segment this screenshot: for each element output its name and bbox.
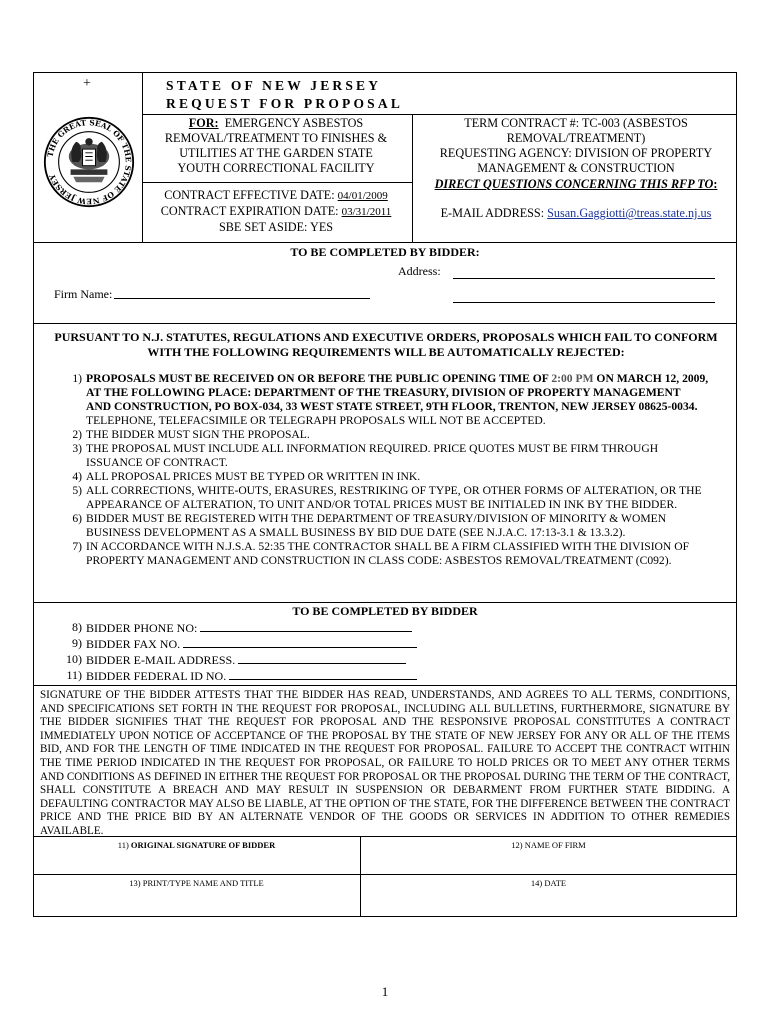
requirements-list <box>38 372 733 568</box>
divider-columns <box>412 114 413 243</box>
expiration-date: 03/31/2011 <box>341 206 392 218</box>
address-label: Address: <box>398 264 441 278</box>
requirement-line <box>38 554 733 568</box>
address-field-line-1[interactable] <box>453 278 715 279</box>
signature-box-text: ORIGINAL SIGNATURE OF BIDDER <box>130 840 276 850</box>
for-description <box>145 116 407 176</box>
requirement-line <box>38 386 733 400</box>
page-subtitle: REQUEST FOR PROPOSAL <box>166 96 404 111</box>
plus-mark: + <box>83 76 91 91</box>
requirement-number: 3) <box>72 442 82 455</box>
requirement-text: BUSINESS DEVELOPMENT AS A SMALL BUSINESS BY BID DUE DATE (SEE N.J.A.C. 17:13-3.1 & 13.3.2). <box>86 526 626 539</box>
requirement-number: 2) <box>72 428 82 441</box>
requirement-line <box>38 484 733 498</box>
firm-name-box-label: 12) NAME OF FIRM <box>511 840 586 850</box>
bidder-section-title: TO BE COMPLETED BY BIDDER: <box>290 245 480 259</box>
opening-time: 2:00 PM <box>551 372 594 385</box>
bidder-email-label: BIDDER E-MAIL ADDRESS. <box>86 653 236 667</box>
requirement-text: IN ACCORDANCE WITH N.J.S.A. 52:35 THE CONTRACTOR SHALL BE A FIRM CLASSIFIED WITH THE DIVISION OF <box>86 540 690 553</box>
requirement-text: AT THE FOLLOWING PLACE: DEPARTMENT OF THE TREASURY, DIVISION OF PROPERTY MANAGEMENT <box>86 386 681 399</box>
signature-box-number: 11) <box>117 840 129 850</box>
email-label: E-MAIL ADDRESS: <box>440 206 545 220</box>
term-line-4: MANAGEMENT & CONSTRUCTION <box>477 161 675 175</box>
requirement-number: 5) <box>72 484 82 497</box>
requirement-text: ALL PROPOSAL PRICES MUST BE TYPED OR WRITTEN IN INK. <box>86 470 421 483</box>
address-field-line-2[interactable] <box>453 302 715 303</box>
bidder-federal-id-row <box>38 668 417 684</box>
email-link[interactable]: Susan.Gaggiotti@treas.state.nj.us <box>547 206 712 220</box>
requirement-line <box>38 456 733 470</box>
requirement-text: APPEARANCE OF ALTERATION, TO UNIT AND/OR TOTAL PRICES MUST BE INITIALED IN INK BY THE BIDDER. <box>86 498 678 511</box>
divider-signature-mid <box>33 874 737 875</box>
bidder-phone-label: BIDDER PHONE NO: <box>86 621 198 635</box>
seal-ring-text: THE GREAT SEAL OF THE STATE OF NEW JERSEY <box>45 118 133 206</box>
page-title: STATE OF NEW JERSEY <box>166 78 382 93</box>
requirement-text: ALL CORRECTIONS, WHITE-OUTS, ERASURES, RESTRIKING OF TYPE, OR OTHER FORMS OF ALTERATION, OR THE <box>86 484 702 497</box>
bidder-federal-id-field[interactable] <box>229 668 417 680</box>
field-number: 8) <box>72 620 82 634</box>
requirement-number: 6) <box>72 512 82 525</box>
requirement-text: AND CONSTRUCTION, PO BOX-034, 33 WEST STATE STREET, 9TH FLOOR, TRENTON, NEW JERSEY 08625-0034. <box>86 400 698 413</box>
for-line-1: EMERGENCY ASBESTOS <box>224 116 364 130</box>
bidder-federal-id-label: BIDDER FEDERAL ID NO. <box>86 669 227 683</box>
field-number: 9) <box>72 636 82 650</box>
print-name-box-label: 13) PRINT/TYPE NAME AND TITLE <box>129 878 264 888</box>
divider-title <box>142 114 737 115</box>
sbe-set-aside: SBE SET ASIDE: YES <box>218 220 334 234</box>
for-line-3: UTILITIES AT THE GARDEN STATE <box>179 146 373 160</box>
firm-name-field[interactable] <box>114 298 370 299</box>
signature-attestation: SIGNATURE OF THE BIDDER ATTESTS THAT THE BIDDER HAS READ, UNDERSTANDS, AND AGREES TO ALL TERMS, CONDITIONS, AND SPECIFICATIONS SET FORTH IN THE REQUEST FOR PROPOSAL, INCLUDING ALL BULLETINS, FURTHERMORE, SIGNATURE BY THE BIDDER SIGNIFIES THAT THE REQUEST FOR PROPOSAL AND THE RESPONSIVE PROPOSAL CONSTITUTES A CONTRACT IMMEDIATELY UPON NOTICE OF ACCEPTANCE OF THE PROPOSAL BY THE STATE OF NEW JERSEY FOR ANY OR ALL OF THE ITEMS BID, AND FOR THE LENGTH OF TIME INDICATED IN THE REQUEST FOR PROPOSAL. FAILURE TO ACCEPT THE CONTRACT WITHIN THE TIME PERIOD INDICATED IN THE REQUEST FOR PROPOSAL, OR FAILURE TO HOLD PRICES OR TO MEET ANY OTHER TERMS AND CONDITIONS AS DEFINED IN EITHER THE REQUEST FOR PROPOSAL OR THE PROPOSAL DURING THE TERM OF THE CONTRACT, SHALL CONSTITUTE A BREACH AND MAY RESULT IN SUSPENSION OR DEBARMENT FROM FURTHER STATE BIDDING. A DEFAULTING CONTRACTOR MAY ALSO BE LIABLE, AT THE OPTION OF THE STATE, FOR THE DIFFERENCE BETWEEN THE CONTRACT PRICE AND THE PRICE BID BY AN ALTERNATE VENDOR OF THE GOODS OR SERVICES IN ADDITION TO OTHER REMEDIES AVAILABLE. <box>40 689 730 837</box>
requirement-line <box>38 526 733 540</box>
bidder-fax-field[interactable] <box>183 636 417 648</box>
direct-questions-colon: : <box>713 177 718 191</box>
requirement-line <box>38 512 733 526</box>
direct-questions <box>417 177 735 192</box>
divider-dates <box>142 182 412 183</box>
for-line-2: REMOVAL/TREATMENT TO FINISHES & <box>164 131 388 145</box>
bidder-fax-label: BIDDER FAX NO. <box>86 637 181 651</box>
requirement-line <box>38 498 733 512</box>
requirement-text: THE BIDDER MUST SIGN THE PROPOSAL. <box>86 428 310 441</box>
requirement-text: PROPOSALS MUST BE RECEIVED ON OR BEFORE THE PUBLIC OPENING TIME OF <box>86 372 552 385</box>
date-field[interactable] <box>361 890 736 916</box>
bidder-email-field[interactable] <box>238 652 406 664</box>
contract-dates <box>145 188 407 235</box>
divider-seal <box>142 72 143 243</box>
divider-requirements <box>33 602 737 603</box>
requirement-line <box>38 470 733 484</box>
requirement-line <box>38 400 733 414</box>
bidder-phone-field[interactable] <box>200 620 412 632</box>
term-line-1: TERM CONTRACT #: TC-003 (ASBESTOS <box>464 116 688 130</box>
term-contract <box>417 116 735 176</box>
bidder-email-row <box>38 652 417 668</box>
bidder-fields-title: TO BE COMPLETED BY BIDDER <box>292 604 478 618</box>
requirement-text: ISSUANCE OF CONTRACT. <box>86 456 228 469</box>
requirement-number: 4) <box>72 470 82 483</box>
requirement-text: BIDDER MUST BE REGISTERED WITH THE DEPARTMENT OF TREASURY/DIVISION OF MINORITY & WOMEN <box>86 512 667 525</box>
pursuant-line-1: PURSUANT TO N.J. STATUTES, REGULATIONS AND EXECUTIVE ORDERS, PROPOSALS WHICH FAIL TO CONFORM <box>54 330 718 344</box>
requirement-text: ON MARCH 12, 2009, <box>593 372 709 385</box>
signature-field[interactable] <box>34 852 359 873</box>
date-box-label: 14) DATE <box>530 878 567 888</box>
requirement-line <box>38 372 733 386</box>
for-label: FOR: <box>188 116 219 130</box>
requirement-number: 7) <box>72 540 82 553</box>
bidder-fax-row <box>38 636 417 652</box>
firm-name-label: Firm Name: <box>54 287 113 301</box>
requirement-text: PROPERTY MANAGEMENT AND CONSTRUCTION IN CLASS CODE: ASBESTOS REMOVAL/TREATMENT (C092). <box>86 554 672 567</box>
field-number: 10) <box>66 652 82 666</box>
requirement-text: THE PROPOSAL MUST INCLUDE ALL INFORMATION REQUIRED. PRICE QUOTES MUST BE FIRM THROUGH <box>86 442 659 455</box>
requirement-line <box>38 414 733 428</box>
effective-date-label: CONTRACT EFFECTIVE DATE: <box>164 188 335 202</box>
bidder-fields <box>38 620 417 684</box>
requirement-line <box>38 428 733 442</box>
print-name-field[interactable] <box>34 890 359 916</box>
bidder-phone-row <box>38 620 417 636</box>
term-line-2: REMOVAL/TREATMENT) <box>506 131 646 145</box>
email-row <box>417 206 735 221</box>
divider-fields <box>33 685 737 686</box>
requirement-text: TELEPHONE, TELEFACSIMILE OR TELEGRAPH PROPOSALS WILL NOT BE ACCEPTED. <box>86 414 546 427</box>
field-number: 11) <box>66 668 82 682</box>
requirement-line <box>38 540 733 554</box>
expiration-date-label: CONTRACT EXPIRATION DATE: <box>160 204 339 218</box>
pursuant-notice <box>45 330 727 360</box>
divider-header <box>33 242 737 243</box>
pursuant-line-2: WITH THE FOLLOWING REQUIREMENTS WILL BE AUTOMATICALLY REJECTED: <box>147 345 625 359</box>
requirement-line <box>38 442 733 456</box>
term-line-3: REQUESTING AGENCY: DIVISION OF PROPERTY <box>439 146 713 160</box>
state-seal-icon <box>43 116 135 208</box>
requirement-number: 1) <box>72 372 82 385</box>
for-line-4: YOUTH CORRECTIONAL FACILITY <box>177 161 375 175</box>
signature-box-label <box>33 840 360 850</box>
effective-date: 04/01/2009 <box>337 190 388 202</box>
direct-questions-text: DIRECT QUESTIONS CONCERNING THIS RFP TO <box>434 177 714 191</box>
firm-name-signature-field[interactable] <box>361 852 736 873</box>
divider-bidder <box>33 323 737 324</box>
page-number: 1 <box>381 984 389 999</box>
